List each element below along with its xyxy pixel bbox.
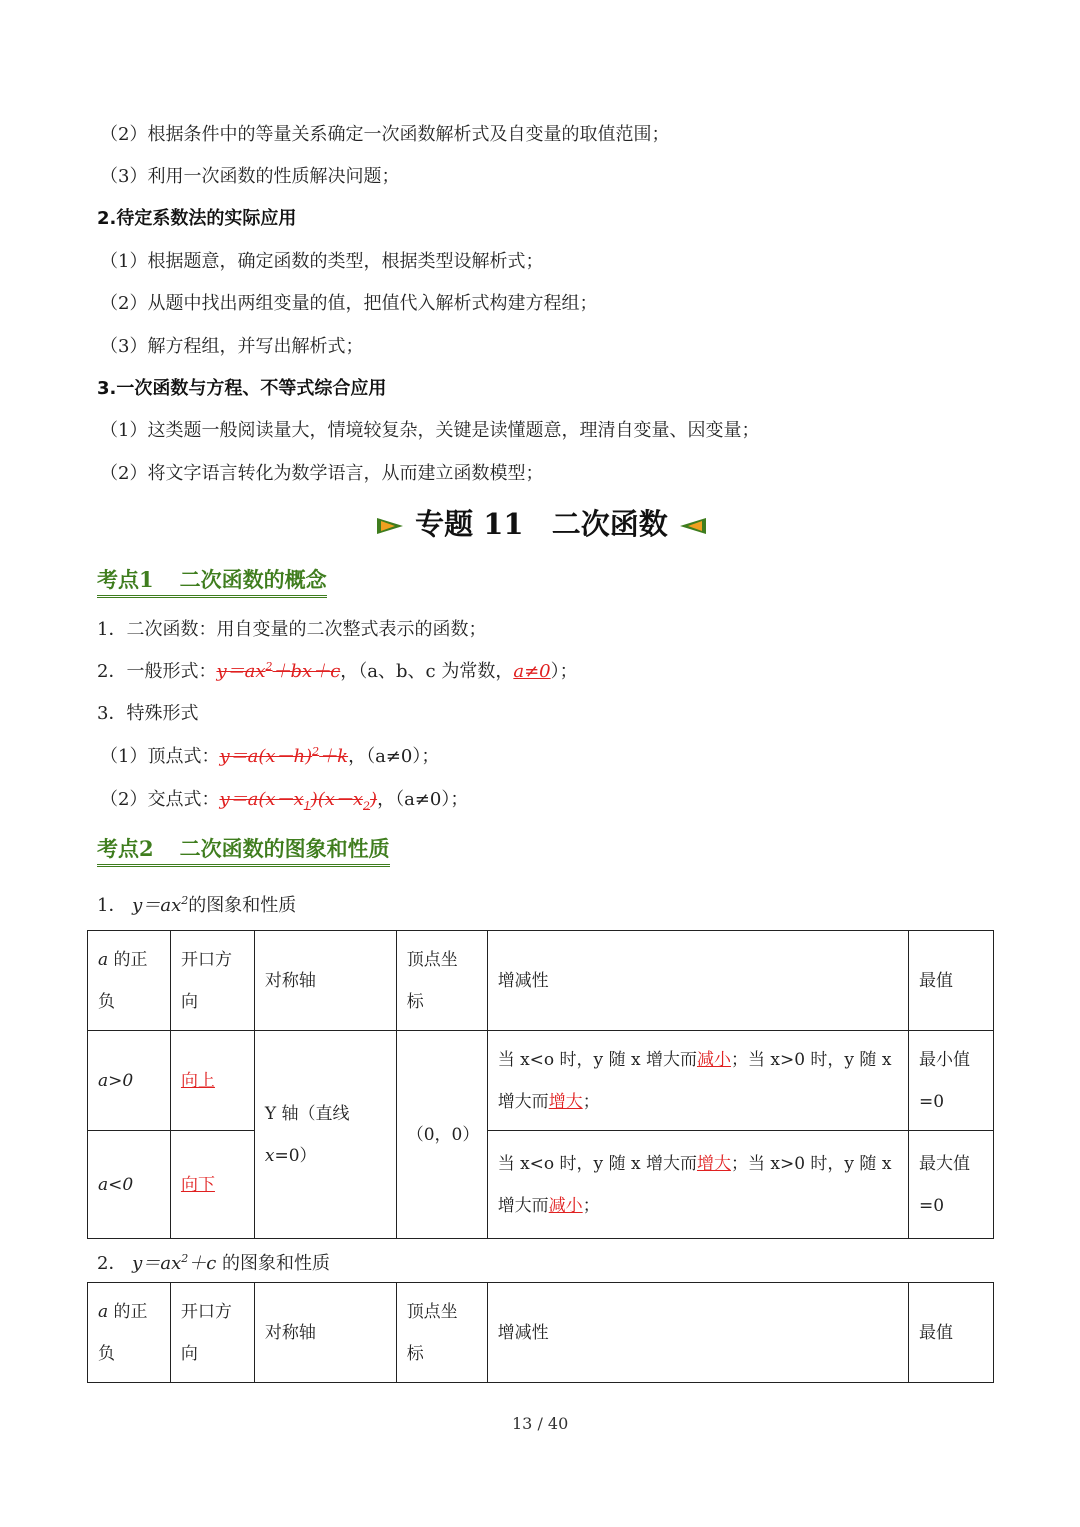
label: （1）顶点式： xyxy=(100,746,220,767)
formula: $y=ax^2+bx+c$ xyxy=(216,660,341,682)
text-line: （1）这类题一般阅读量大，情境较复杂，关键是读懂题意，理清自变量、因变量； xyxy=(100,420,760,441)
formula: $y=ax^2$ xyxy=(126,894,189,916)
intercept-form-line xyxy=(100,785,468,813)
trend-value: 减小 xyxy=(696,1049,731,1070)
text-line: 3．特殊形式 xyxy=(97,703,199,724)
text: ）； xyxy=(550,661,578,682)
text: ；当 x>0 时，y 随 x 增大而 xyxy=(497,1153,892,1216)
text-line: （2）将文字语言转化为数学语言，从而建立函数模型； xyxy=(100,463,544,484)
header-cell: 开口方 向 xyxy=(170,1283,254,1383)
header-cell: 增减性 xyxy=(487,1283,908,1383)
kaodian-number: 2 xyxy=(139,836,154,861)
header-cell: 顶点坐 标 xyxy=(396,1283,487,1383)
header-cell: 开口方 向 xyxy=(170,931,254,1031)
page-number: 13 / 40 xyxy=(512,1414,569,1433)
header-cell: 对称轴 xyxy=(254,1283,396,1383)
header-cell: 最值 xyxy=(909,931,994,1031)
text: ，（a≠0）； xyxy=(348,746,440,767)
formula: $y=ax^2+c$ xyxy=(126,1252,223,1274)
arrow-left-icon xyxy=(678,515,708,537)
sign-cell: a>0 xyxy=(88,1031,171,1131)
label: 1． xyxy=(97,895,127,916)
text-line: （2）从题中找出两组变量的值，把值代入解析式构建方程组； xyxy=(100,293,598,314)
condition: a≠0 xyxy=(513,661,551,682)
direction-value: 向下 xyxy=(180,1174,215,1195)
arrow-right-icon xyxy=(375,515,405,537)
section-heading: 2.待定系数法的实际应用 xyxy=(97,208,297,229)
trend-value: 增大 xyxy=(548,1091,583,1112)
axis-cell: Y 轴（直线 x=0） xyxy=(254,1031,396,1239)
text: 的图象和性质 xyxy=(188,895,297,916)
text-line: 1．二次函数：用自变量的二次整式表示的函数； xyxy=(97,619,487,640)
text-line: （3）解方程组，并写出解析式； xyxy=(100,336,364,357)
table-caption xyxy=(97,1249,330,1275)
label: （2）交点式： xyxy=(100,789,220,810)
direction-cell xyxy=(170,1131,254,1239)
trend-value: 增大 xyxy=(696,1153,731,1174)
general-form-line xyxy=(97,657,578,683)
section-heading: 3.一次函数与方程、不等式综合应用 xyxy=(97,378,387,399)
kaodian-number: 1 xyxy=(139,567,154,592)
direction-value: 向上 xyxy=(180,1070,215,1091)
kaodian-heading xyxy=(97,833,390,867)
formula: $y=a(x-h)^2+k$ xyxy=(219,745,349,767)
header-cell: 对称轴 xyxy=(254,931,396,1031)
text: ，（a≠0）； xyxy=(377,789,469,810)
header-cell: 顶点坐 标 xyxy=(396,931,487,1031)
monotonicity-cell xyxy=(487,1031,908,1131)
topic-number: 11 xyxy=(483,507,524,541)
header-cell: a 的正 负 xyxy=(88,1283,171,1383)
text: 当 x<o 时，y 随 x 增大而 xyxy=(497,1049,697,1070)
kaodian-label: 考点 xyxy=(97,568,139,592)
properties-table xyxy=(87,930,994,1239)
label: 2． xyxy=(97,1253,127,1274)
text: ； xyxy=(582,1195,600,1216)
kaodian-name: 二次函数的概念 xyxy=(179,568,327,592)
monotonicity-cell xyxy=(487,1131,908,1239)
table-row xyxy=(88,1131,994,1239)
topic-name: 二次函数 xyxy=(551,507,668,541)
text: ，（a、b、c 为常数， xyxy=(340,661,514,682)
label: 2．一般形式： xyxy=(97,661,217,682)
text: ；当 x>0 时，y 随 x 增大而 xyxy=(497,1049,892,1112)
direction-cell xyxy=(170,1031,254,1131)
trend-value: 减小 xyxy=(548,1195,583,1216)
text-line: （2）根据条件中的等量关系确定一次函数解析式及自变量的取值范围； xyxy=(100,124,670,145)
kaodian-label: 考点 xyxy=(97,837,139,861)
text: 当 x<o 时，y 随 x 增大而 xyxy=(497,1153,697,1174)
vertex-form-line xyxy=(100,742,439,768)
header-cell: 最值 xyxy=(909,1283,994,1383)
text-line: （1）根据题意，确定函数的类型，根据类型设解析式； xyxy=(100,251,544,272)
sign-cell: a<0 xyxy=(88,1131,171,1239)
table-row xyxy=(88,1031,994,1131)
kaodian-name: 二次函数的图象和性质 xyxy=(179,837,390,861)
extreme-cell: 最小值=0 xyxy=(909,1031,994,1131)
extreme-cell: 最大值=0 xyxy=(909,1131,994,1239)
text: 的图象和性质 xyxy=(222,1253,331,1274)
header-cell: 增减性 xyxy=(487,931,908,1031)
text-line: （3）利用一次函数的性质解决问题； xyxy=(100,166,400,187)
kaodian-heading xyxy=(97,564,327,598)
header-cell: a 的正 负 xyxy=(88,931,171,1031)
vertex-cell: （0，0） xyxy=(396,1031,487,1239)
topic-label: 专题 xyxy=(415,507,474,541)
text: ； xyxy=(582,1091,600,1112)
properties-table xyxy=(87,1282,994,1383)
formula: $y=a(x-x_1)(x-x_2)$ xyxy=(219,789,378,813)
topic-title xyxy=(375,502,708,543)
table-caption xyxy=(97,891,296,917)
